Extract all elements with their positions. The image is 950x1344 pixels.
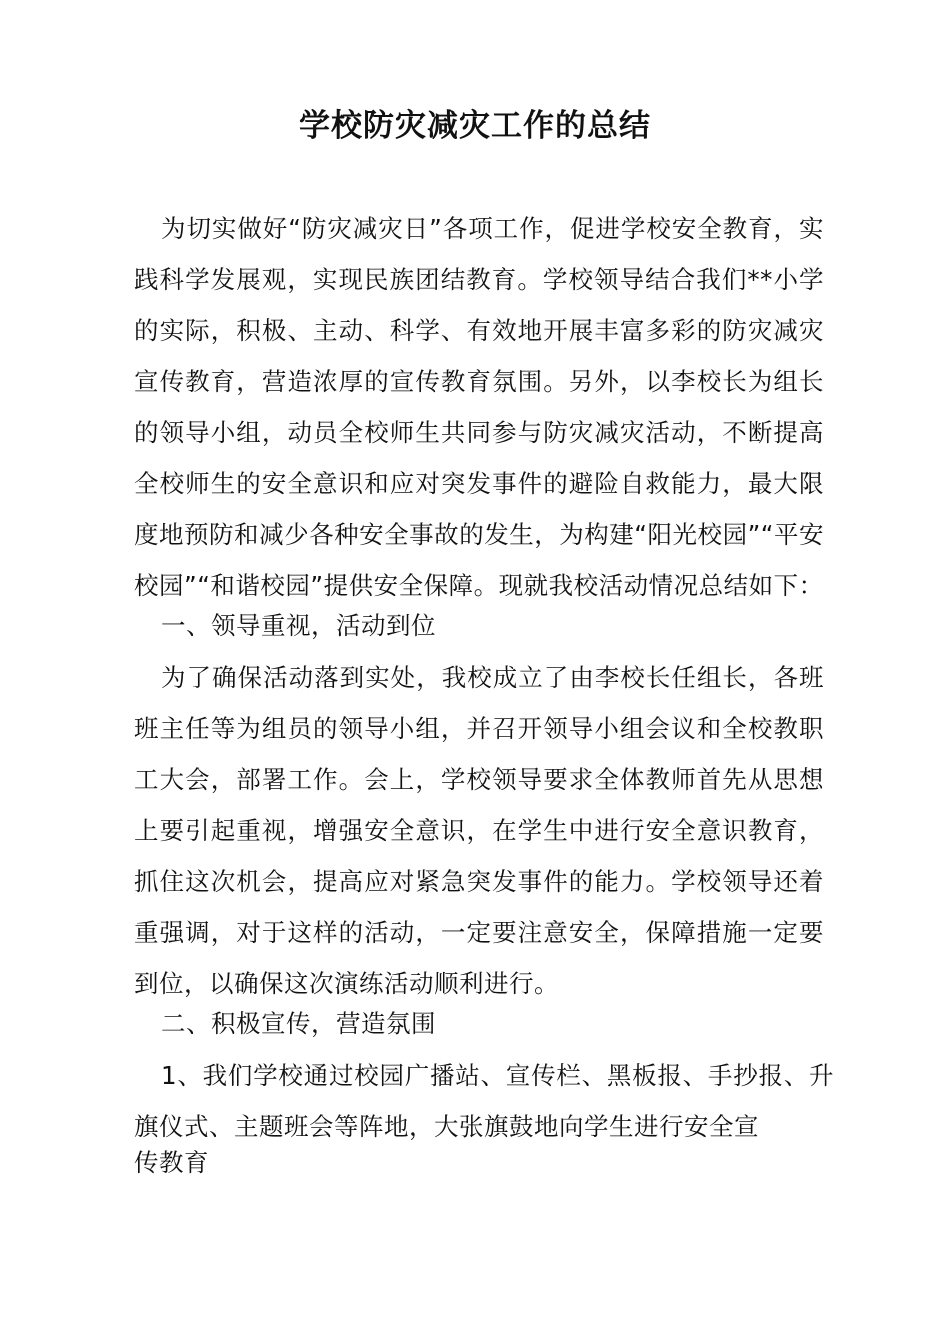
section-2-paragraph: 1、我们学校通过校园广播站、宣传栏、黑板报、手抄报、升旗仪式、主题班会等阵地，大张旗鼓地向学生进行安全宣 [134, 1061, 834, 1141]
section-heading-2: 二、积极宣传，营造氛围 [161, 1009, 436, 1038]
intro-paragraph: 为切实做好“防灾减灾日”各项工作，促进学校安全教育，实践科学发展观，实现民族团结教育。学校领导结合我们**小学的实际，积极、主动、科学、有效地开展丰富多彩的防灾减灾宣传教育，营造浓厚的宣传教育氛围。另外，以李校长为组长的领导小组，动员全校师生共同参与防灾减灾活动，不断提高全校师生的安全意识和应对突发事件的避险自救能力，最大限度地预防和减少各种安全事故的发生，为构建“阳光校园”“平安校园”“和谐校园”提供安全保障。现就我校活动情况总结如下： [134, 214, 824, 600]
section-1-paragraph: 为了确保活动落到实处，我校成立了由李校长任组长，各班班主任等为组员的领导小组，并召开领导小组会议和全校教职工大会，部署工作。会上，学校领导要求全体教师首先从思想上要引起重视，增强安全意识，在学生中进行安全意识教育，抓住这次机会，提高应对紧急突发事件的能力。学校领导还着重强调，对于这样的活动，一定要注意安全，保障措施一定要到位，以确保这次演练活动顺利进行。 [134, 663, 824, 998]
section-2-paragraph-tail: 传教育 [134, 1148, 209, 1177]
section-heading-1: 一、领导重视，活动到位 [161, 611, 436, 640]
document-title: 学校防灾减灾工作的总结 [299, 108, 651, 144]
